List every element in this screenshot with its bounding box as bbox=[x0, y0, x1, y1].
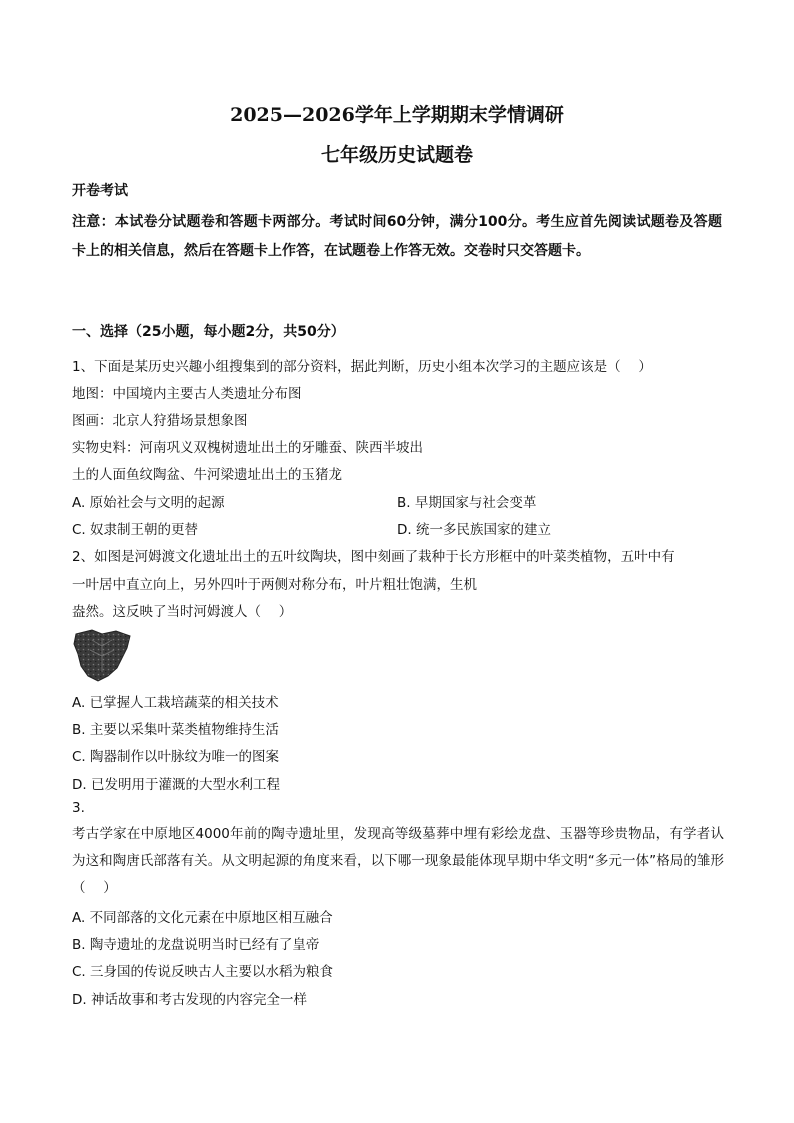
notice: 注意：本试卷分试题卷和答题卡两部分。考试时间60分钟，满分100分。考生应首先阅读试题卷及答题卡上的相关信息，然后在答题卡上作答，在试题卷上作答无效。交卷时只交答题卡。 bbox=[72, 214, 722, 259]
q1-material: 土的人面鱼纹陶盆、牛河梁遗址出土的玉猪龙 bbox=[72, 467, 342, 483]
q3-option-a: A. 不同部落的文化元素在中原地区相互融合 bbox=[72, 910, 333, 926]
q1-material: 图画：北京人狩猎场景想象图 bbox=[72, 413, 248, 429]
exam-type: 开卷考试 bbox=[72, 183, 128, 199]
q2-option-c: C. 陶器制作以叶脉纹为唯一的图案 bbox=[72, 749, 280, 765]
q1-option-b: B. 早期国家与社会变革 bbox=[397, 495, 537, 511]
q2-stem-line: 2、如图是河姆渡文化遗址出土的五叶纹陶块，图中刻画了栽种于长方形框中的叶菜类植物，五叶中有 bbox=[72, 549, 675, 565]
q2-option-d: D. 已发明用于灌溉的大型水利工程 bbox=[72, 777, 280, 793]
q1-option-c: C. 奴隶制王朝的更替 bbox=[72, 522, 199, 538]
q1-material: 实物史料：河南巩义双槐树遗址出土的牙雕蚕、陕西半坡出 bbox=[72, 440, 423, 456]
q3-stem: 考古学家在中原地区4000年前的陶寺遗址里，发现高等级墓葬中埋有彩绘龙盘、玉器等珍贵物品，有学者认为这和陶唐氏部落有关。从文明起源的角度来看，以下哪一现象最能体现早期中华文明“多元一体”格局的雏形（ ） bbox=[72, 826, 724, 896]
q3-number: 3. bbox=[72, 800, 85, 816]
q3-option-d: D. 神话故事和考古发现的内容完全一样 bbox=[72, 992, 307, 1008]
q1-material: 地图：中国境内主要古人类遗址分布图 bbox=[72, 386, 302, 402]
q2-stem-line: 一叶居中直立向上，另外四叶于两侧对称分布，叶片粗壮饱满，生机 bbox=[72, 577, 477, 593]
q1-option-a: A. 原始社会与文明的起源 bbox=[72, 495, 225, 511]
q3-option-b: B. 陶寺遗址的龙盘说明当时已经有了皇帝 bbox=[72, 937, 320, 953]
pottery-shard-image bbox=[72, 628, 134, 684]
q1-option-d: D. 统一多民族国家的建立 bbox=[397, 522, 551, 538]
q2-option-b: B. 主要以采集叶菜类植物维持生活 bbox=[72, 722, 279, 738]
q1-stem: 1、下面是某历史兴趣小组搜集到的部分资料，据此判断，历史小组本次学习的主题应该是（ ） bbox=[72, 359, 652, 375]
exam-subtitle: 七年级历史试题卷 bbox=[320, 144, 473, 166]
exam-title: 2025—2026学年上学期期末学情调研 bbox=[230, 104, 564, 126]
q3-option-c: C. 三身国的传说反映古人主要以水稻为粮食 bbox=[72, 964, 334, 980]
q2-stem-line: 盎然。这反映了当时河姆渡人（ ） bbox=[72, 604, 293, 620]
section-title: 一、选择（25小题，每小题2分，共50分） bbox=[72, 324, 345, 340]
q2-option-a: A. 已掌握人工栽培蔬菜的相关技术 bbox=[72, 695, 279, 711]
